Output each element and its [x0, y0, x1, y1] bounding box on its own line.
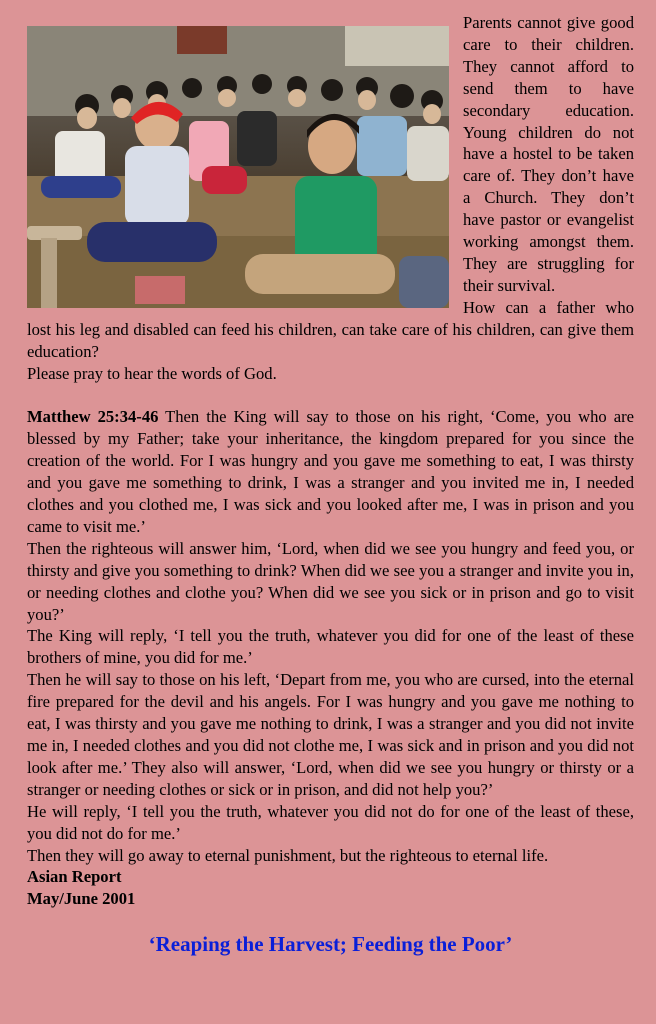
scripture-verse-6: Then they will go away to eternal punishment, but the righteous to eternal life.	[27, 845, 549, 865]
scripture-verse-4: Then he will say to those on his left, ‘Depart from me, you who are cursed, into the eternal fire prepared for the devil and his angels. For I was hungry and you gave me nothing to eat, I was thirsty and you gave me nothing to drink, I was a stranger and you did not invite me in, I needed clothes and you did not clothe me, I was sick and in prison and you did not look after me.’ They also will answer, ‘Lord, when did we see you hungry or thirsty or a stranger or needing clothes or sick or in prison, and did not help you?’	[27, 670, 634, 799]
scripture-passage	[27, 406, 634, 537]
scripture-verse-5: He will reply, ‘I tell you the truth, whatever you did not do for one of the least of these, you did not do for me.’	[27, 801, 634, 843]
scripture-verse-2: Then the righteous will answer him, ‘Lord, when did we see you hungry and feed you, or thirsty and give you something to drink? When did we see you a stranger and invite you in, or needing clothes and clothe you? When did we see you sick or in prison and go to visit you?’	[27, 538, 634, 624]
scripture-verse-1: Then the King will say to those on his right, ‘Come, you who are blessed by my Father; take your inheritance, the kingdom prepared for you since the creation of the world. For I was hungry and you gave me something to eat, I was thirsty and you gave me something to drink, I was a stranger and you invited me in, I needed clothes and you clothed me, I was sick and you looked after me, I was in prison and you came to visit me.’	[27, 407, 634, 536]
source-date: May/June 2001	[27, 889, 136, 909]
footer-title: ‘Reaping the Harvest; Feeding the Poor’	[148, 932, 513, 957]
children-photo-illustration	[27, 26, 449, 308]
source-publication: Asian Report	[27, 867, 122, 887]
father-question: How can a father who lost his leg and disabled can feed his children, can take care of his children, can give them education?	[27, 297, 634, 361]
prayer-request: Please pray to hear the words of God.	[27, 363, 277, 383]
children-photo	[27, 26, 449, 308]
intro-paragraph: Parents cannot give good care to their children. They cannot afford to send them to have secondary education. Young children do not have a hostel to be taken care of. They don’t have a Church. They don’t have pastor or evangelist working amongst them. They are struggling for their survival.	[463, 13, 634, 295]
scripture-reference: Matthew 25:34-46	[27, 407, 159, 427]
section-gap	[27, 384, 634, 406]
scripture-verse-3: The King will reply, ‘I tell you the truth, whatever you did for one of the least of these brothers of mine, you did for me.’	[27, 626, 634, 668]
